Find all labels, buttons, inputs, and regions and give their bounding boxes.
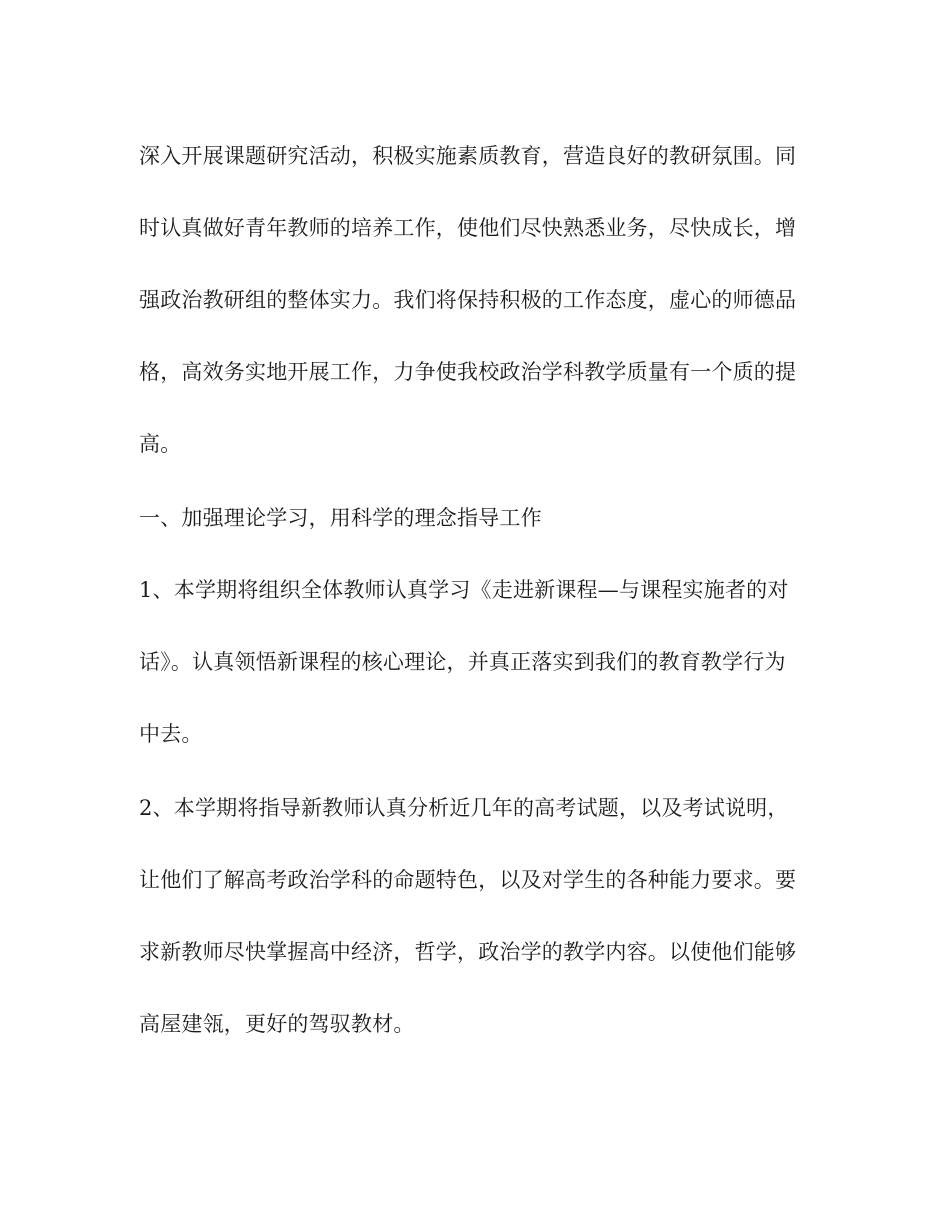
body-text-line: 格，高效务实地开展工作，力争使我校政治学科教学质量有一个质的提: [139, 360, 797, 384]
body-text-line: 1、本学期将组织全体教师认真学习《走进新课程—与课程实施者的对: [139, 578, 789, 602]
body-text-line: 高。: [139, 432, 182, 456]
body-text-line: 中去。: [139, 722, 203, 746]
body-text-line: 让他们了解高考政治学科的命题特色，以及对学生的各种能力要求。要: [139, 868, 797, 892]
body-text-line: 求新教师尽快掌握高中经济，哲学，政治学的教学内容。以使他们能够: [139, 940, 797, 964]
body-text-line: 话》。认真领悟新课程的核心理论，并真正落实到我们的教育教学行为: [139, 650, 786, 674]
body-text-line: 强政治教研组的整体实力。我们将保持积极的工作态度，虚心的师德品: [139, 288, 797, 312]
body-text-line: 高屋建瓴，更好的驾驭教材。: [139, 1012, 415, 1036]
body-text-line: 深入开展课题研究活动，积极实施素质教育，营造良好的教研氛围。同: [139, 144, 797, 168]
body-text-line: 2、本学期将指导新教师认真分析近几年的高考试题，以及考试说明，: [139, 796, 789, 820]
body-text-line: 时认真做好青年教师的培养工作，使他们尽快熟悉业务，尽快成长，增: [139, 216, 797, 240]
section-heading: 一、加强理论学习，用科学的理念指导工作: [139, 506, 542, 530]
